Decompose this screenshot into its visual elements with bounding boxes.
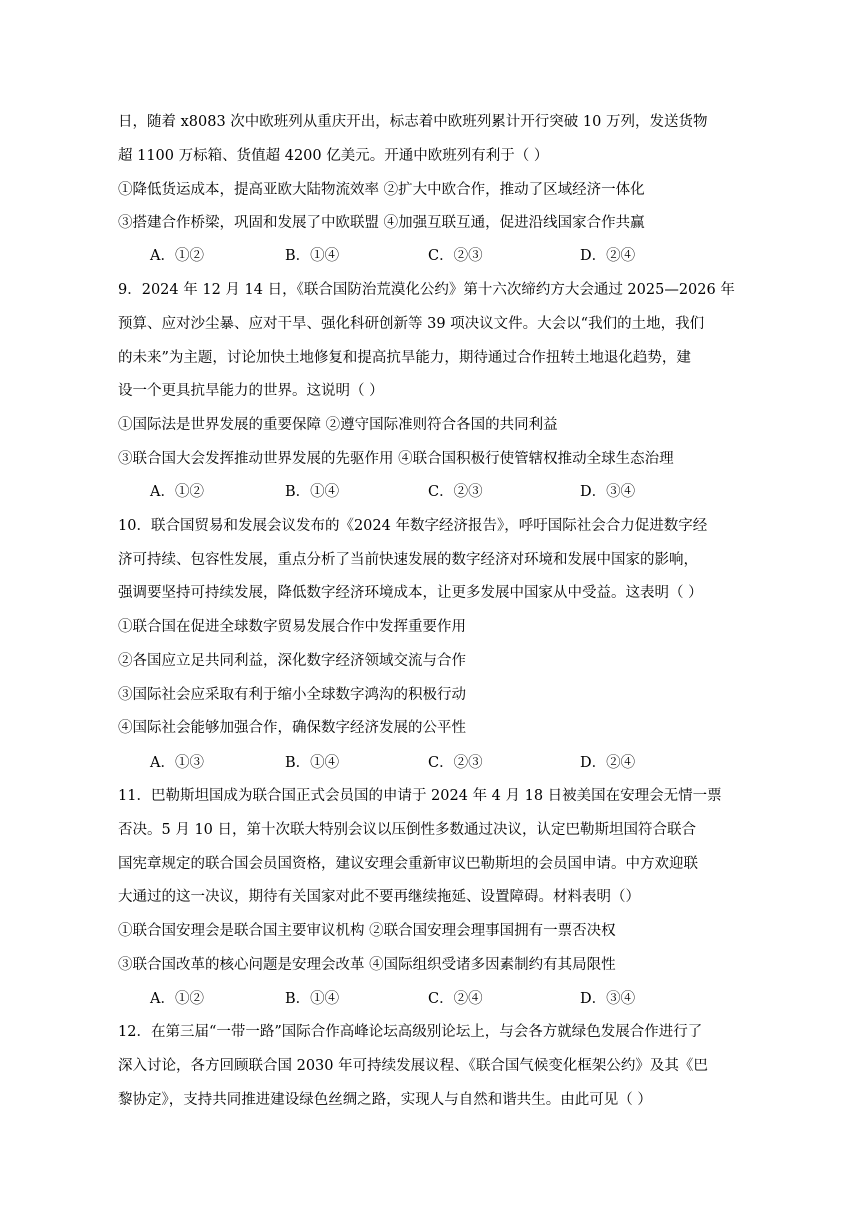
option-b[interactable]: B．①④ xyxy=(285,248,340,264)
option-b[interactable]: B．①④ xyxy=(285,991,340,1007)
question-text-line: 大通过的这一决议，期待有关国家对此不要再继续拖延、设置障碍。材料表明（） xyxy=(118,889,640,905)
option-d[interactable]: D．③④ xyxy=(580,991,636,1007)
option-c[interactable]: C．②③ xyxy=(428,755,483,771)
statement-line: ①联合国安理会是联合国主要审议机构 ②联合国安理会理事国拥有一票否决权 xyxy=(118,923,616,939)
question-text-line: 日，随着 x8083 次中欧班列从重庆开出，标志着中欧班列累计开行突破 10 万列，发送货物 xyxy=(118,114,708,130)
option-c[interactable]: C．②④ xyxy=(428,991,483,1007)
statement-line: ①联合国在促进全球数字贸易发展合作中发挥重要作用 xyxy=(118,619,466,635)
statement-line: ③联合国大会发挥推动世界发展的先驱作用 ④联合国积极行使管辖权推动全球生态治理 xyxy=(118,451,674,467)
option-b[interactable]: B．①④ xyxy=(285,755,340,771)
statement-line: ①国际法是世界发展的重要保障 ②遵守国际准则符合各国的共同利益 xyxy=(118,417,558,433)
question-text-line: 超 1100 万标箱、货值超 4200 亿美元。开通中欧班列有利于（ ） xyxy=(118,148,549,164)
option-b[interactable]: B．①④ xyxy=(285,484,340,500)
statement-line: ②各国应立足共同利益，深化数字经济领域交流与合作 xyxy=(118,653,466,669)
question-text-line: 11．巴勒斯坦国成为联合国正式会员国的申请于 2024 年 4 月 18 日被美国在安理会无情一票 xyxy=(118,788,722,804)
question-text-line: 12．在第三届“一带一路”国际合作高峰论坛高级别论坛上，与会各方就绿色发展合作进行了 xyxy=(118,1024,703,1040)
question-text-line: 10．联合国贸易和发展会议发布的《2024 年数字经济报告》，呼吁国际社会合力促进数字经 xyxy=(118,518,708,534)
option-c[interactable]: C．②③ xyxy=(428,484,483,500)
question-text-line: 的未来”为主题，讨论加快土地修复和提高抗旱能力，期待通过合作扭转土地退化趋势，建 xyxy=(118,350,691,366)
option-d[interactable]: D．②④ xyxy=(580,248,636,264)
statement-line: ③搭建合作桥梁，巩固和发展了中欧联盟 ④加强互联互通，促进沿线国家合作共赢 xyxy=(118,215,645,231)
option-d[interactable]: D．③④ xyxy=(580,484,636,500)
question-text-line: 济可持续、包容性发展，重点分析了当前快速发展的数字经济对环境和发展中国家的影响， xyxy=(118,552,698,568)
statement-line: ③国际社会应采取有利于缩小全球数字鸿沟的积极行动 xyxy=(118,687,466,703)
question-text-line: 9．2024 年 12 月 14 日，《联合国防治荒漠化公约》第十六次缔约方大会通过 2025—2026 年 xyxy=(118,282,735,298)
question-text-line: 否决。5 月 10 日，第十次联大特别会议以压倒性多数通过决议，认定巴勒斯坦国符合联合 xyxy=(118,822,696,838)
option-a[interactable]: A．①③ xyxy=(150,755,204,771)
option-d[interactable]: D．②④ xyxy=(580,755,636,771)
question-text-line: 设一个更具抗旱能力的世界。这说明（ ） xyxy=(118,383,384,399)
option-a[interactable]: A．①② xyxy=(150,248,204,264)
statement-line: ③联合国改革的核心问题是安理会改革 ④国际组织受诸多因素制约有其局限性 xyxy=(118,957,616,973)
question-text-line: 国宪章规定的联合国会员国资格，建议安理会重新审议巴勒斯坦的会员国申请。中方欢迎联 xyxy=(118,856,698,872)
statement-line: ④国际社会能够加强合作，确保数字经济发展的公平性 xyxy=(118,720,466,736)
question-text-line: 强调要坚持可持续发展，降低数字经济环境成本，让更多发展中国家从中受益。这表明（ ） xyxy=(118,585,703,601)
question-text-line: 预算、应对沙尘暴、应对干旱、强化科研创新等 39 项决议文件。大会以“我们的土地，我们 xyxy=(118,316,705,332)
question-text-line: 深入讨论，各方回顾联合国 2030 年可持续发展议程、《联合国气候变化框架公约》及其《巴 xyxy=(118,1058,708,1074)
option-a[interactable]: A．①② xyxy=(150,991,204,1007)
option-c[interactable]: C．②③ xyxy=(428,248,483,264)
option-a[interactable]: A．①② xyxy=(150,484,204,500)
statement-line: ①降低货运成本，提高亚欧大陆物流效率 ②扩大中欧合作，推动了区域经济一体化 xyxy=(118,182,645,198)
question-text-line: 黎协定》，支持共同推进建设绿色丝绸之路，实现人与自然和谐共生。由此可见（ ） xyxy=(118,1092,652,1108)
